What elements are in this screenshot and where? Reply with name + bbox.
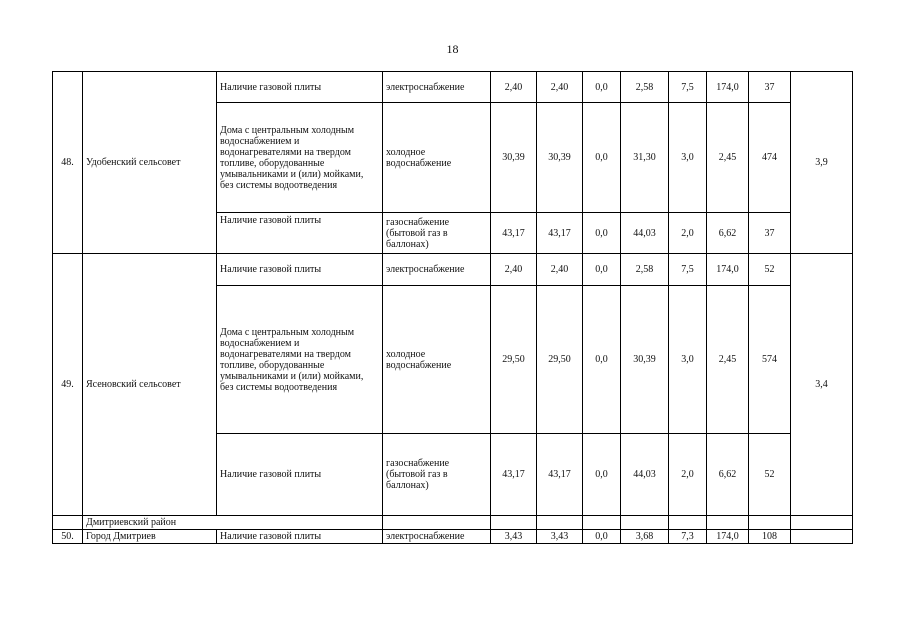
value-cell: 3,43 [537, 530, 583, 544]
empty-cell [53, 516, 83, 530]
row-number: 49. [53, 254, 83, 516]
table-row [53, 72, 853, 103]
value-cell: 31,30 [621, 103, 669, 213]
value-cell: 43,17 [537, 213, 583, 254]
empty-cell [383, 516, 491, 530]
district-name: Дмитриевский район [83, 516, 383, 530]
value-cell: 7,5 [669, 72, 707, 103]
housing-description: Наличие газовой плиты [217, 213, 383, 254]
value-cell: 0,0 [583, 434, 621, 516]
value-cell: 2,45 [707, 286, 749, 434]
value-cell: 2,58 [621, 72, 669, 103]
summary-value: 3,4 [791, 254, 853, 516]
value-cell: 29,50 [537, 286, 583, 434]
value-cell: 2,45 [707, 103, 749, 213]
empty-cell [669, 516, 707, 530]
empty-cell [621, 516, 669, 530]
value-cell: 30,39 [491, 103, 537, 213]
value-cell: 2,40 [537, 254, 583, 286]
value-cell: 174,0 [707, 254, 749, 286]
housing-description: Наличие газовой плиты [217, 434, 383, 516]
value-cell: 43,17 [491, 213, 537, 254]
housing-description: Наличие газовой плиты [217, 72, 383, 103]
value-cell: 0,0 [583, 213, 621, 254]
empty-cell [583, 516, 621, 530]
value-cell: 0,0 [583, 72, 621, 103]
value-cell: 43,17 [537, 434, 583, 516]
settlement-name: Город Дмитриев [83, 530, 217, 544]
value-cell: 0,0 [583, 530, 621, 544]
empty-cell [537, 516, 583, 530]
housing-description: Наличие газовой плиты [217, 254, 383, 286]
value-cell: 52 [749, 254, 791, 286]
table-row [53, 530, 853, 544]
value-cell: 3,0 [669, 103, 707, 213]
tariff-table [52, 71, 853, 544]
value-cell: 44,03 [621, 213, 669, 254]
empty-cell [791, 516, 853, 530]
row-number: 50. [53, 530, 83, 544]
utility-service: холодное водоснабжение [383, 286, 491, 434]
value-cell: 174,0 [707, 530, 749, 544]
value-cell: 0,0 [583, 103, 621, 213]
row-number: 48. [53, 72, 83, 254]
value-cell: 37 [749, 72, 791, 103]
summary-value: 3,9 [791, 72, 853, 254]
value-cell: 6,62 [707, 434, 749, 516]
value-cell: 2,40 [491, 72, 537, 103]
value-cell: 3,0 [669, 286, 707, 434]
value-cell: 52 [749, 434, 791, 516]
settlement-name: Ясеновский сельсовет [83, 254, 217, 516]
value-cell: 174,0 [707, 72, 749, 103]
housing-description: Дома с центральным холодным водоснабжением и водонагревателями на твердом топливе, оборудованные умывальниками и (или) мойками, без системы водоотведения [217, 286, 383, 434]
value-cell: 44,03 [621, 434, 669, 516]
settlement-name: Удобенский сельсовет [83, 72, 217, 254]
utility-service: газоснабжение (бытовой газ в баллонах) [383, 213, 491, 254]
utility-service: электроснабжение [383, 254, 491, 286]
value-cell: 0,0 [583, 286, 621, 434]
value-cell: 30,39 [537, 103, 583, 213]
value-cell: 474 [749, 103, 791, 213]
housing-description: Наличие газовой плиты [217, 530, 383, 544]
value-cell: 37 [749, 213, 791, 254]
value-cell: 43,17 [491, 434, 537, 516]
value-cell: 574 [749, 286, 791, 434]
value-cell: 7,3 [669, 530, 707, 544]
value-cell: 6,62 [707, 213, 749, 254]
value-cell: 2,58 [621, 254, 669, 286]
value-cell: 2,0 [669, 434, 707, 516]
page-number: 18 [446, 42, 459, 56]
housing-description: Дома с центральным холодным водоснабжением и водонагревателями на твердом топливе, оборудованные умывальниками и (или) мойками, без системы водоотведения [217, 103, 383, 213]
value-cell: 0,0 [583, 254, 621, 286]
utility-service: электроснабжение [383, 72, 491, 103]
value-cell: 2,0 [669, 213, 707, 254]
table-row [53, 254, 853, 286]
utility-service: газоснабжение (бытовой газ в баллонах) [383, 434, 491, 516]
district-row [53, 516, 853, 530]
value-cell: 7,5 [669, 254, 707, 286]
empty-cell [491, 516, 537, 530]
value-cell: 108 [749, 530, 791, 544]
value-cell: 3,43 [491, 530, 537, 544]
empty-cell [707, 516, 749, 530]
utility-service: холодное водоснабжение [383, 103, 491, 213]
utility-service: электроснабжение [383, 530, 491, 544]
empty-cell [749, 516, 791, 530]
value-cell: 29,50 [491, 286, 537, 434]
value-cell: 2,40 [537, 72, 583, 103]
value-cell: 3,68 [621, 530, 669, 544]
value-cell: 2,40 [491, 254, 537, 286]
value-cell: 30,39 [621, 286, 669, 434]
summary-value [791, 530, 853, 544]
